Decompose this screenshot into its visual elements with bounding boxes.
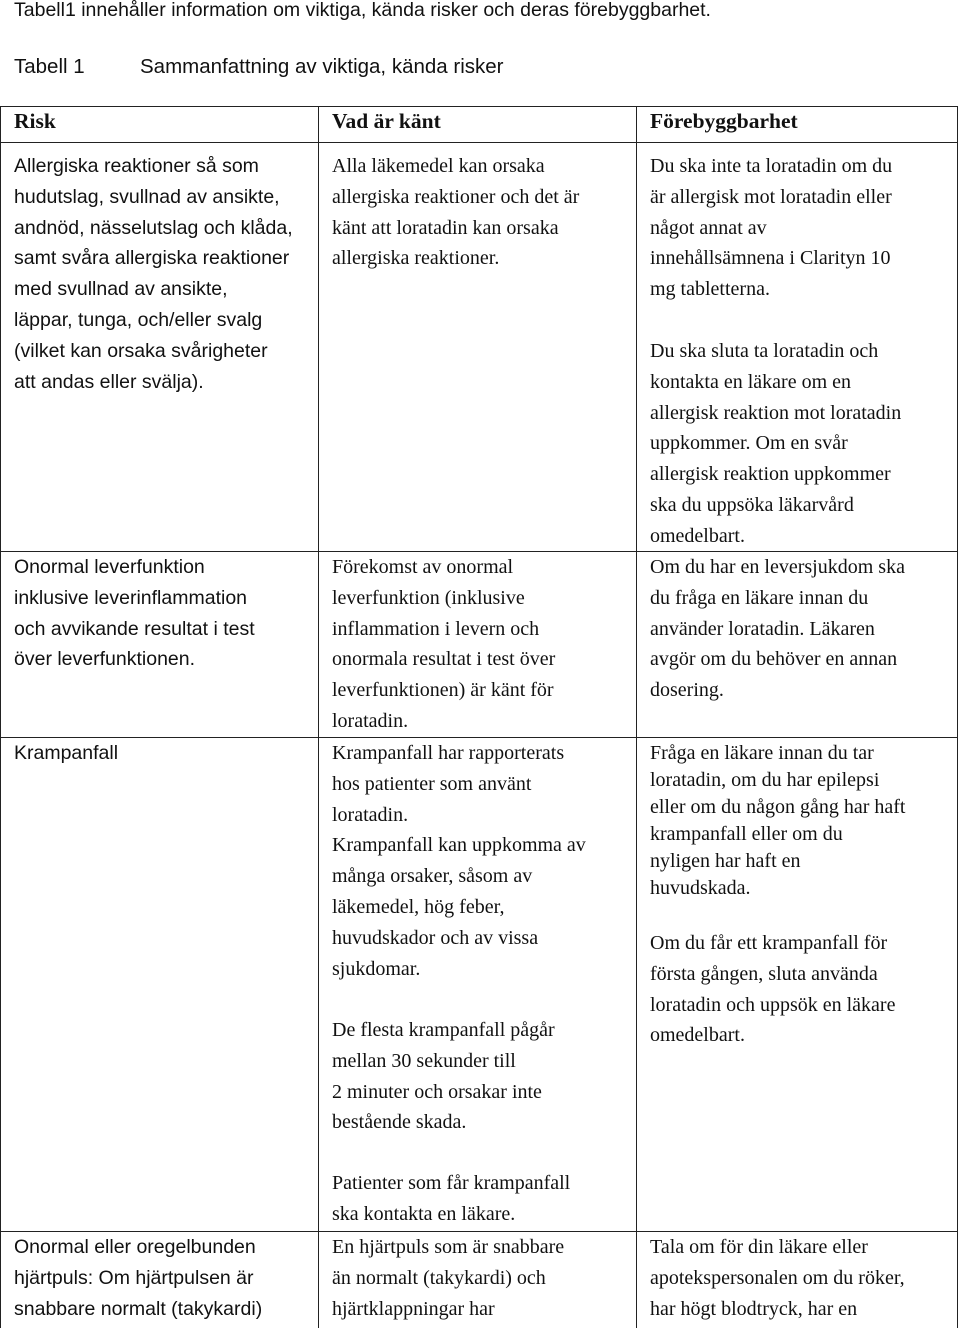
line: dosering. bbox=[650, 679, 724, 702]
line: apotekspersonalen om du röker, bbox=[650, 1266, 905, 1289]
line: mellan 30 sekunder till bbox=[332, 1049, 516, 1072]
line: Krampanfall har rapporterats bbox=[332, 742, 565, 764]
line: Krampanfall kan uppkomma av bbox=[332, 834, 586, 857]
line: (vilket kan orsaka svårigheter bbox=[14, 339, 268, 362]
table-border-col1 bbox=[318, 106, 319, 1328]
line: många orsaker, såsom av bbox=[332, 865, 533, 888]
line: De flesta krampanfall pågår bbox=[332, 1019, 555, 1041]
line: ska du uppsöka läkarvård bbox=[650, 493, 854, 516]
row-seizure-prevention-p2 bbox=[650, 928, 895, 1051]
line: Om du har en leversjukdom ska bbox=[650, 556, 905, 578]
line: Allergiska reaktioner så som bbox=[14, 155, 259, 177]
line: leverfunktion (inklusive bbox=[332, 586, 525, 609]
line: loratadin. bbox=[332, 803, 409, 826]
line: leverfunktionen) är känt för bbox=[332, 679, 554, 702]
line: Du ska inte ta loratadin om du bbox=[650, 155, 893, 177]
line: samt svåra allergiska reaktioner bbox=[14, 247, 290, 270]
row-allergic-known bbox=[332, 151, 579, 274]
column-header-known: Vad är känt bbox=[332, 109, 441, 133]
table-border-header bbox=[0, 142, 958, 143]
line: läkemedel, hög feber, bbox=[332, 895, 505, 918]
row-seizure-known-p3 bbox=[332, 1168, 570, 1230]
line: har högt blodtryck, har en bbox=[650, 1297, 858, 1320]
line: loratadin. bbox=[332, 709, 409, 732]
line: En hjärtpuls som är snabbare bbox=[332, 1236, 565, 1258]
line: Alla läkemedel kan orsaka bbox=[332, 155, 545, 177]
line: hos patienter som använt bbox=[332, 772, 532, 795]
line: hudutslag, svullnad av ansikte, bbox=[14, 185, 280, 208]
line: Tala om för din läkare eller bbox=[650, 1236, 868, 1258]
column-header-risk: Risk bbox=[14, 109, 56, 133]
line: andnöd, nässelutslag och klåda, bbox=[14, 216, 293, 239]
line: är allergisk mot loratadin eller bbox=[650, 185, 892, 208]
line: huvudskador och av vissa bbox=[332, 926, 539, 949]
line: allergisk reaktion mot loratadin bbox=[650, 401, 902, 424]
line: mg tabletterna. bbox=[650, 278, 770, 301]
line: loratadin och uppsök en läkare bbox=[650, 993, 896, 1016]
column-header-prevention: Förebyggbarhet bbox=[650, 109, 798, 133]
line: huvudskada. bbox=[650, 877, 751, 899]
line: Patienter som får krampanfall bbox=[332, 1172, 571, 1194]
line: krampanfall eller om du bbox=[650, 823, 843, 845]
line: kontakta en läkare om en bbox=[650, 370, 852, 393]
line: första gången, sluta använda bbox=[650, 962, 878, 985]
line: Onormal leverfunktion bbox=[14, 556, 205, 578]
line: allergiska reaktioner och det är bbox=[332, 185, 580, 208]
line: bestående skada. bbox=[332, 1111, 467, 1134]
line: med svullnad av ansikte, bbox=[14, 278, 228, 301]
line: inklusive leverinflammation bbox=[14, 586, 248, 609]
table-border-left bbox=[0, 106, 1, 1328]
line: loratadin, om du har epilepsi bbox=[650, 769, 880, 791]
line: Förekomst av onormal bbox=[332, 556, 514, 578]
row-heart-known bbox=[332, 1232, 564, 1324]
row-liver-prevention bbox=[650, 552, 905, 706]
row-allergic-prevention-p2 bbox=[650, 336, 901, 552]
line: att andas eller svälja). bbox=[14, 370, 204, 393]
line: snabbare normalt (takykardi) bbox=[14, 1297, 263, 1320]
line: omedelbart. bbox=[650, 1024, 745, 1047]
line: känt att loratadin kan orsaka bbox=[332, 216, 559, 239]
row-seizure-known-p2 bbox=[332, 1015, 555, 1138]
row-allergic-prevention-p1 bbox=[650, 151, 892, 305]
line: eller om du någon gång har haft bbox=[650, 796, 906, 818]
row-allergic-risk bbox=[14, 151, 293, 397]
line: allergiska reaktioner. bbox=[332, 247, 500, 270]
row-seizure-risk bbox=[14, 738, 118, 769]
line: inflammation i levern och bbox=[332, 617, 540, 640]
line: läppar, tunga, och/eller svalg bbox=[14, 308, 263, 331]
line: Fråga en läkare innan du tar bbox=[650, 742, 874, 764]
line: Onormal eller oregelbunden bbox=[14, 1236, 256, 1258]
table-caption-label: Tabell 1 bbox=[14, 55, 85, 78]
table-caption-title: Sammanfattning av viktiga, kända risker bbox=[140, 55, 504, 78]
line: uppkommer. Om en svår bbox=[650, 432, 848, 455]
row-heart-risk bbox=[14, 1232, 262, 1324]
line: Krampanfall bbox=[14, 742, 119, 764]
row-heart-prevention bbox=[650, 1232, 905, 1324]
row-seizure-prevention-p1 bbox=[650, 740, 905, 902]
line: omedelbart. bbox=[650, 524, 745, 547]
line: avgör om du behöver en annan bbox=[650, 648, 898, 671]
table-border-right bbox=[957, 106, 958, 1328]
table-border-col2 bbox=[636, 106, 637, 1328]
line: nyligen har haft en bbox=[650, 850, 801, 872]
line: något annat av bbox=[650, 216, 767, 239]
row-liver-risk bbox=[14, 552, 255, 675]
line: Du ska sluta ta loratadin och bbox=[650, 340, 879, 362]
line: och avvikande resultat i test bbox=[14, 617, 255, 640]
line: använder loratadin. Läkaren bbox=[650, 617, 875, 640]
line: allergisk reaktion uppkommer bbox=[650, 463, 891, 486]
line: du fråga en läkare innan du bbox=[650, 586, 869, 609]
table-border-top bbox=[0, 106, 958, 107]
line: över leverfunktionen. bbox=[14, 648, 196, 671]
row-seizure-known-p1 bbox=[332, 738, 586, 984]
line: Om du får ett krampanfall för bbox=[650, 932, 888, 954]
line: 2 minuter och orsakar inte bbox=[332, 1080, 542, 1103]
line: än normalt (takykardi) och bbox=[332, 1266, 546, 1289]
intro-text: Tabell1 innehåller information om viktiga, kända risker och deras förebyggbarhet. bbox=[14, 0, 711, 21]
line: ska kontakta en läkare. bbox=[332, 1202, 516, 1225]
line: innehållsämnena i Clarityn 10 bbox=[650, 247, 891, 270]
line: hjärtpuls: Om hjärtpulsen är bbox=[14, 1266, 254, 1289]
line: onormala resultat i test över bbox=[332, 648, 556, 671]
line: sjukdomar. bbox=[332, 957, 421, 980]
line: hjärtklappningar har bbox=[332, 1297, 495, 1320]
row-liver-known bbox=[332, 552, 555, 737]
